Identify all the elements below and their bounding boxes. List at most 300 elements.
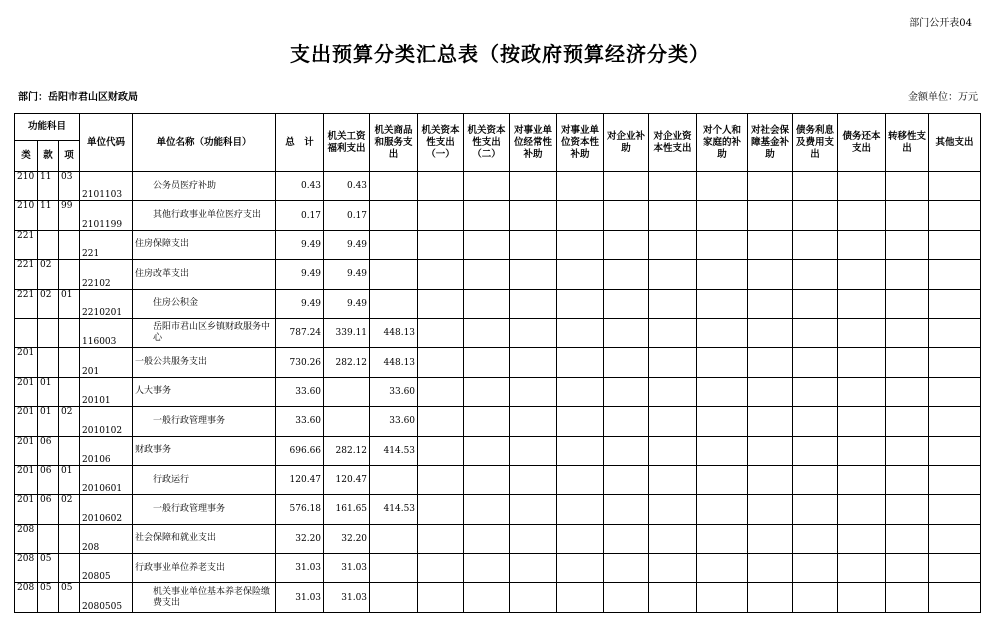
expense-cell-4 bbox=[464, 172, 510, 201]
total-cell: 696.66 bbox=[276, 436, 324, 465]
expense-cell-10 bbox=[748, 407, 793, 436]
expense-cell-8 bbox=[649, 524, 697, 553]
expense-cell-3 bbox=[418, 377, 464, 406]
expense-cell-13 bbox=[886, 318, 929, 347]
unit-code-cell: 201 bbox=[80, 348, 133, 377]
expense-cell-3 bbox=[418, 495, 464, 524]
total-cell: 9.49 bbox=[276, 260, 324, 289]
expense-cell-12 bbox=[838, 524, 886, 553]
expense-cell-7 bbox=[604, 407, 649, 436]
expense-cell-13 bbox=[886, 201, 929, 230]
expense-cell-4 bbox=[464, 465, 510, 494]
expense-cell-4 bbox=[464, 554, 510, 583]
expense-cell-11 bbox=[793, 260, 838, 289]
expense-cell-7 bbox=[604, 524, 649, 553]
expense-cell-4 bbox=[464, 348, 510, 377]
table-row bbox=[15, 524, 981, 553]
unit-name-cell: 其他行政事业单位医疗支出 bbox=[133, 201, 276, 230]
col-header-12: 债务还本支出 bbox=[838, 114, 886, 172]
expense-cell-9 bbox=[697, 201, 748, 230]
expense-cell-4 bbox=[464, 318, 510, 347]
total-cell: 9.49 bbox=[276, 230, 324, 259]
col-header-8: 对企业资本性支出 bbox=[649, 114, 697, 172]
expense-cell-13 bbox=[886, 289, 929, 318]
expense-cell-13 bbox=[886, 172, 929, 201]
expense-cell-14 bbox=[929, 348, 981, 377]
xiang-cell: 99 bbox=[59, 201, 80, 230]
expense-cell-5 bbox=[510, 524, 557, 553]
unit-code-cell: 22102 bbox=[80, 260, 133, 289]
expense-cell-14 bbox=[929, 201, 981, 230]
xiang-cell: 02 bbox=[59, 407, 80, 436]
expense-cell-12 bbox=[838, 260, 886, 289]
expense-cell-14 bbox=[929, 524, 981, 553]
expense-cell-8 bbox=[649, 348, 697, 377]
expense-cell-11 bbox=[793, 201, 838, 230]
expense-cell-10 bbox=[748, 318, 793, 347]
unit-name-cell: 岳阳市君山区乡镇财政服务中心 bbox=[133, 318, 276, 347]
expense-cell-3 bbox=[418, 348, 464, 377]
total-cell: 0.17 bbox=[276, 201, 324, 230]
total-header: 总 计 bbox=[276, 114, 324, 172]
xiang-cell bbox=[59, 524, 80, 553]
expense-cell-9 bbox=[697, 348, 748, 377]
unit-name-cell: 住房公积金 bbox=[133, 289, 276, 318]
expense-cell-8 bbox=[649, 260, 697, 289]
expense-cell-12 bbox=[838, 289, 886, 318]
lei-cell: 201 bbox=[15, 377, 38, 406]
expense-cell-5 bbox=[510, 554, 557, 583]
amount-unit-label: 金额单位：万元 bbox=[908, 92, 978, 103]
expense-cell-13 bbox=[886, 377, 929, 406]
expense-cell-3 bbox=[418, 230, 464, 259]
lei-cell: 208 bbox=[15, 583, 38, 613]
table-row bbox=[15, 377, 981, 406]
expense-cell-14 bbox=[929, 554, 981, 583]
expense-cell-10 bbox=[748, 554, 793, 583]
expense-cell-3 bbox=[418, 524, 464, 553]
goods-services-cell bbox=[370, 260, 418, 289]
expense-cell-4 bbox=[464, 377, 510, 406]
expense-cell-5 bbox=[510, 201, 557, 230]
total-cell: 32.20 bbox=[276, 524, 324, 553]
expense-cell-9 bbox=[697, 407, 748, 436]
expense-cell-11 bbox=[793, 377, 838, 406]
col-header-9: 对个人和家庭的补助 bbox=[697, 114, 748, 172]
expense-cell-5 bbox=[510, 289, 557, 318]
xiang-cell: 05 bbox=[59, 583, 80, 613]
xiang-header: 项 bbox=[59, 141, 80, 172]
expense-cell-10 bbox=[748, 260, 793, 289]
kuan-cell: 06 bbox=[38, 436, 59, 465]
expense-cell-5 bbox=[510, 377, 557, 406]
unit-code-cell: 116003 bbox=[80, 318, 133, 347]
expense-cell-13 bbox=[886, 465, 929, 494]
expense-cell-14 bbox=[929, 465, 981, 494]
kuan-cell: 05 bbox=[38, 554, 59, 583]
goods-services-cell bbox=[370, 172, 418, 201]
expense-cell-5 bbox=[510, 172, 557, 201]
unit-code-cell: 2101199 bbox=[80, 201, 133, 230]
expense-cell-8 bbox=[649, 377, 697, 406]
expense-cell-8 bbox=[649, 201, 697, 230]
kuan-cell: 06 bbox=[38, 465, 59, 494]
expense-cell-14 bbox=[929, 318, 981, 347]
expense-cell-8 bbox=[649, 436, 697, 465]
expense-cell-11 bbox=[793, 465, 838, 494]
wage-welfare-cell: 9.49 bbox=[324, 230, 370, 259]
goods-services-cell bbox=[370, 554, 418, 583]
expense-cell-5 bbox=[510, 465, 557, 494]
table-row bbox=[15, 495, 981, 524]
expense-cell-6 bbox=[557, 377, 604, 406]
expense-cell-8 bbox=[649, 289, 697, 318]
expense-cell-11 bbox=[793, 583, 838, 613]
expense-cell-6 bbox=[557, 554, 604, 583]
total-cell: 120.47 bbox=[276, 465, 324, 494]
expense-cell-5 bbox=[510, 583, 557, 613]
header-row-1 bbox=[15, 114, 981, 141]
expense-cell-8 bbox=[649, 318, 697, 347]
wage-welfare-cell: 0.17 bbox=[324, 201, 370, 230]
expense-cell-9 bbox=[697, 524, 748, 553]
table-row bbox=[15, 230, 981, 259]
lei-cell bbox=[15, 318, 38, 347]
lei-cell: 221 bbox=[15, 230, 38, 259]
unit-code-cell: 2010602 bbox=[80, 495, 133, 524]
expense-cell-14 bbox=[929, 583, 981, 613]
wage-welfare-cell: 339.11 bbox=[324, 318, 370, 347]
table-row bbox=[15, 583, 981, 613]
expense-cell-3 bbox=[418, 407, 464, 436]
wage-welfare-cell: 31.03 bbox=[324, 583, 370, 613]
expense-cell-10 bbox=[748, 583, 793, 613]
expense-cell-12 bbox=[838, 348, 886, 377]
expense-cell-6 bbox=[557, 230, 604, 259]
total-cell: 730.26 bbox=[276, 348, 324, 377]
expense-cell-3 bbox=[418, 289, 464, 318]
expense-cell-10 bbox=[748, 377, 793, 406]
wage-welfare-cell bbox=[324, 377, 370, 406]
goods-services-cell bbox=[370, 230, 418, 259]
goods-services-cell: 33.60 bbox=[370, 407, 418, 436]
expense-cell-9 bbox=[697, 583, 748, 613]
expense-cell-11 bbox=[793, 172, 838, 201]
expense-cell-7 bbox=[604, 554, 649, 583]
total-cell: 576.18 bbox=[276, 495, 324, 524]
lei-cell: 201 bbox=[15, 436, 38, 465]
expense-cell-6 bbox=[557, 172, 604, 201]
xiang-cell bbox=[59, 436, 80, 465]
expense-cell-7 bbox=[604, 436, 649, 465]
kuan-header: 款 bbox=[38, 141, 59, 172]
expense-cell-12 bbox=[838, 318, 886, 347]
lei-cell: 201 bbox=[15, 348, 38, 377]
expense-cell-4 bbox=[464, 289, 510, 318]
expense-cell-10 bbox=[748, 201, 793, 230]
expense-cell-14 bbox=[929, 436, 981, 465]
kuan-cell: 02 bbox=[38, 289, 59, 318]
lei-cell: 201 bbox=[15, 495, 38, 524]
total-cell: 31.03 bbox=[276, 583, 324, 613]
expense-cell-11 bbox=[793, 348, 838, 377]
kuan-cell: 06 bbox=[38, 495, 59, 524]
expense-cell-12 bbox=[838, 172, 886, 201]
expense-cell-5 bbox=[510, 348, 557, 377]
unit-name-cell: 一般公共服务支出 bbox=[133, 348, 276, 377]
expense-cell-3 bbox=[418, 554, 464, 583]
wage-welfare-cell: 120.47 bbox=[324, 465, 370, 494]
expense-cell-13 bbox=[886, 407, 929, 436]
table-row bbox=[15, 172, 981, 201]
kuan-cell: 11 bbox=[38, 201, 59, 230]
expense-cell-13 bbox=[886, 436, 929, 465]
kuan-cell: 01 bbox=[38, 407, 59, 436]
unit-code-cell: 20805 bbox=[80, 554, 133, 583]
expense-cell-14 bbox=[929, 260, 981, 289]
expense-cell-6 bbox=[557, 583, 604, 613]
expense-cell-8 bbox=[649, 407, 697, 436]
expense-cell-11 bbox=[793, 318, 838, 347]
expense-cell-10 bbox=[748, 495, 793, 524]
expense-cell-6 bbox=[557, 318, 604, 347]
lei-cell: 210 bbox=[15, 201, 38, 230]
unit-name-cell: 住房改革支出 bbox=[133, 260, 276, 289]
expense-cell-3 bbox=[418, 172, 464, 201]
expense-cell-13 bbox=[886, 524, 929, 553]
col-header-5: 对事业单位经常性补助 bbox=[510, 114, 557, 172]
table-row bbox=[15, 289, 981, 318]
unit-name-cell: 机关事业单位基本养老保险缴费支出 bbox=[133, 583, 276, 613]
expense-cell-10 bbox=[748, 172, 793, 201]
expense-cell-12 bbox=[838, 495, 886, 524]
table-row bbox=[15, 201, 981, 230]
expense-cell-7 bbox=[604, 495, 649, 524]
xiang-cell bbox=[59, 554, 80, 583]
expense-cell-9 bbox=[697, 436, 748, 465]
wage-welfare-cell: 32.20 bbox=[324, 524, 370, 553]
department-label: 部门：岳阳市君山区财政局 bbox=[18, 92, 138, 103]
expense-cell-8 bbox=[649, 583, 697, 613]
expense-cell-5 bbox=[510, 436, 557, 465]
expense-cell-3 bbox=[418, 318, 464, 347]
wage-welfare-cell: 282.12 bbox=[324, 436, 370, 465]
goods-services-cell bbox=[370, 524, 418, 553]
expense-cell-14 bbox=[929, 289, 981, 318]
expense-cell-9 bbox=[697, 172, 748, 201]
expense-cell-9 bbox=[697, 554, 748, 583]
goods-services-cell: 448.13 bbox=[370, 318, 418, 347]
col-header-6: 对事业单位资本性补助 bbox=[557, 114, 604, 172]
expense-cell-7 bbox=[604, 201, 649, 230]
expense-cell-5 bbox=[510, 260, 557, 289]
expense-cell-13 bbox=[886, 495, 929, 524]
expense-cell-7 bbox=[604, 230, 649, 259]
unit-code-cell: 20106 bbox=[80, 436, 133, 465]
expense-cell-13 bbox=[886, 230, 929, 259]
function-subject-header: 功能科目 bbox=[15, 114, 80, 141]
total-cell: 9.49 bbox=[276, 289, 324, 318]
expense-cell-4 bbox=[464, 524, 510, 553]
unit-name-cell: 住房保障支出 bbox=[133, 230, 276, 259]
form-number: 部门公开表04 bbox=[909, 18, 972, 29]
unit-name-cell: 人大事务 bbox=[133, 377, 276, 406]
wage-welfare-cell: 161.65 bbox=[324, 495, 370, 524]
col-header-7: 对企业补助 bbox=[604, 114, 649, 172]
expense-cell-6 bbox=[557, 465, 604, 494]
unit-name-cell: 社会保障和就业支出 bbox=[133, 524, 276, 553]
expense-cell-4 bbox=[464, 260, 510, 289]
table-row bbox=[15, 554, 981, 583]
col-header-10: 对社会保障基金补助 bbox=[748, 114, 793, 172]
unit-code-cell: 2080505 bbox=[80, 583, 133, 613]
page-title: 支出预算分类汇总表（按政府预算经济分类） bbox=[290, 42, 710, 66]
goods-services-cell: 414.53 bbox=[370, 436, 418, 465]
expense-cell-5 bbox=[510, 495, 557, 524]
expense-cell-13 bbox=[886, 260, 929, 289]
expense-cell-7 bbox=[604, 260, 649, 289]
expense-cell-12 bbox=[838, 377, 886, 406]
wage-welfare-cell: 282.12 bbox=[324, 348, 370, 377]
table-row bbox=[15, 348, 981, 377]
col-header-4: 机关资本性支出（二） bbox=[464, 114, 510, 172]
goods-services-cell bbox=[370, 583, 418, 613]
expense-cell-11 bbox=[793, 436, 838, 465]
expense-cell-10 bbox=[748, 524, 793, 553]
unit-code-cell: 2010601 bbox=[80, 465, 133, 494]
xiang-cell bbox=[59, 318, 80, 347]
expense-cell-4 bbox=[464, 495, 510, 524]
expense-cell-12 bbox=[838, 583, 886, 613]
kuan-cell bbox=[38, 230, 59, 259]
wage-welfare-cell: 9.49 bbox=[324, 260, 370, 289]
expense-cell-12 bbox=[838, 465, 886, 494]
expense-cell-6 bbox=[557, 201, 604, 230]
expense-cell-11 bbox=[793, 230, 838, 259]
table-row bbox=[15, 407, 981, 436]
expense-cell-14 bbox=[929, 230, 981, 259]
total-cell: 787.24 bbox=[276, 318, 324, 347]
table-row bbox=[15, 436, 981, 465]
unit-code-cell: 208 bbox=[80, 524, 133, 553]
wage-welfare-cell bbox=[324, 407, 370, 436]
expense-cell-10 bbox=[748, 348, 793, 377]
table-body bbox=[15, 172, 981, 613]
expense-cell-9 bbox=[697, 318, 748, 347]
goods-services-cell: 414.53 bbox=[370, 495, 418, 524]
expense-cell-10 bbox=[748, 289, 793, 318]
expense-cell-6 bbox=[557, 289, 604, 318]
kuan-cell: 02 bbox=[38, 260, 59, 289]
total-cell: 0.43 bbox=[276, 172, 324, 201]
expense-cell-4 bbox=[464, 583, 510, 613]
col-header-13: 转移性支出 bbox=[886, 114, 929, 172]
lei-cell: 201 bbox=[15, 465, 38, 494]
table-row bbox=[15, 318, 981, 347]
expense-cell-9 bbox=[697, 495, 748, 524]
expense-cell-13 bbox=[886, 554, 929, 583]
expense-cell-14 bbox=[929, 172, 981, 201]
expense-cell-9 bbox=[697, 230, 748, 259]
expense-cell-12 bbox=[838, 230, 886, 259]
goods-services-cell bbox=[370, 289, 418, 318]
expense-cell-10 bbox=[748, 436, 793, 465]
expense-cell-3 bbox=[418, 465, 464, 494]
kuan-cell bbox=[38, 348, 59, 377]
kuan-cell bbox=[38, 524, 59, 553]
unit-name-cell: 一般行政管理事务 bbox=[133, 495, 276, 524]
col-header-14: 其他支出 bbox=[929, 114, 981, 172]
expense-cell-3 bbox=[418, 583, 464, 613]
kuan-cell: 11 bbox=[38, 172, 59, 201]
col-header-11: 债务利息及费用支出 bbox=[793, 114, 838, 172]
expense-cell-7 bbox=[604, 289, 649, 318]
goods-services-cell bbox=[370, 465, 418, 494]
expense-cell-12 bbox=[838, 554, 886, 583]
expense-cell-3 bbox=[418, 436, 464, 465]
unit-code-cell: 2210201 bbox=[80, 289, 133, 318]
expense-cell-14 bbox=[929, 407, 981, 436]
expense-cell-8 bbox=[649, 495, 697, 524]
expense-cell-4 bbox=[464, 230, 510, 259]
unit-name-cell: 一般行政管理事务 bbox=[133, 407, 276, 436]
total-cell: 33.60 bbox=[276, 377, 324, 406]
wage-welfare-cell: 0.43 bbox=[324, 172, 370, 201]
unit-code-cell: 221 bbox=[80, 230, 133, 259]
unit-name-header: 单位名称（功能科目） bbox=[133, 114, 276, 172]
expense-cell-11 bbox=[793, 407, 838, 436]
expense-cell-5 bbox=[510, 407, 557, 436]
expense-cell-6 bbox=[557, 436, 604, 465]
lei-cell: 221 bbox=[15, 289, 38, 318]
expense-cell-14 bbox=[929, 377, 981, 406]
unit-name-cell: 财政事务 bbox=[133, 436, 276, 465]
xiang-cell: 03 bbox=[59, 172, 80, 201]
unit-code-cell: 2101103 bbox=[80, 172, 133, 201]
expense-cell-11 bbox=[793, 289, 838, 318]
lei-cell: 201 bbox=[15, 407, 38, 436]
expense-cell-8 bbox=[649, 465, 697, 494]
expenditure-table bbox=[14, 113, 981, 613]
unit-code-header: 单位代码 bbox=[80, 114, 133, 172]
expense-cell-9 bbox=[697, 260, 748, 289]
expense-cell-9 bbox=[697, 377, 748, 406]
goods-services-cell bbox=[370, 201, 418, 230]
kuan-cell: 01 bbox=[38, 377, 59, 406]
xiang-cell: 01 bbox=[59, 289, 80, 318]
kuan-cell: 05 bbox=[38, 583, 59, 613]
expense-cell-6 bbox=[557, 495, 604, 524]
xiang-cell bbox=[59, 377, 80, 406]
xiang-cell bbox=[59, 348, 80, 377]
expense-cell-11 bbox=[793, 495, 838, 524]
expense-cell-12 bbox=[838, 436, 886, 465]
expense-cell-4 bbox=[464, 436, 510, 465]
lei-cell: 210 bbox=[15, 172, 38, 201]
expense-cell-12 bbox=[838, 201, 886, 230]
col-header-1: 机关工资福利支出 bbox=[324, 114, 370, 172]
expense-cell-7 bbox=[604, 465, 649, 494]
goods-services-cell: 33.60 bbox=[370, 377, 418, 406]
xiang-cell: 01 bbox=[59, 465, 80, 494]
expense-cell-14 bbox=[929, 495, 981, 524]
expense-cell-5 bbox=[510, 318, 557, 347]
expense-cell-11 bbox=[793, 524, 838, 553]
total-cell: 31.03 bbox=[276, 554, 324, 583]
xiang-cell bbox=[59, 230, 80, 259]
expense-cell-12 bbox=[838, 407, 886, 436]
expense-cell-7 bbox=[604, 318, 649, 347]
